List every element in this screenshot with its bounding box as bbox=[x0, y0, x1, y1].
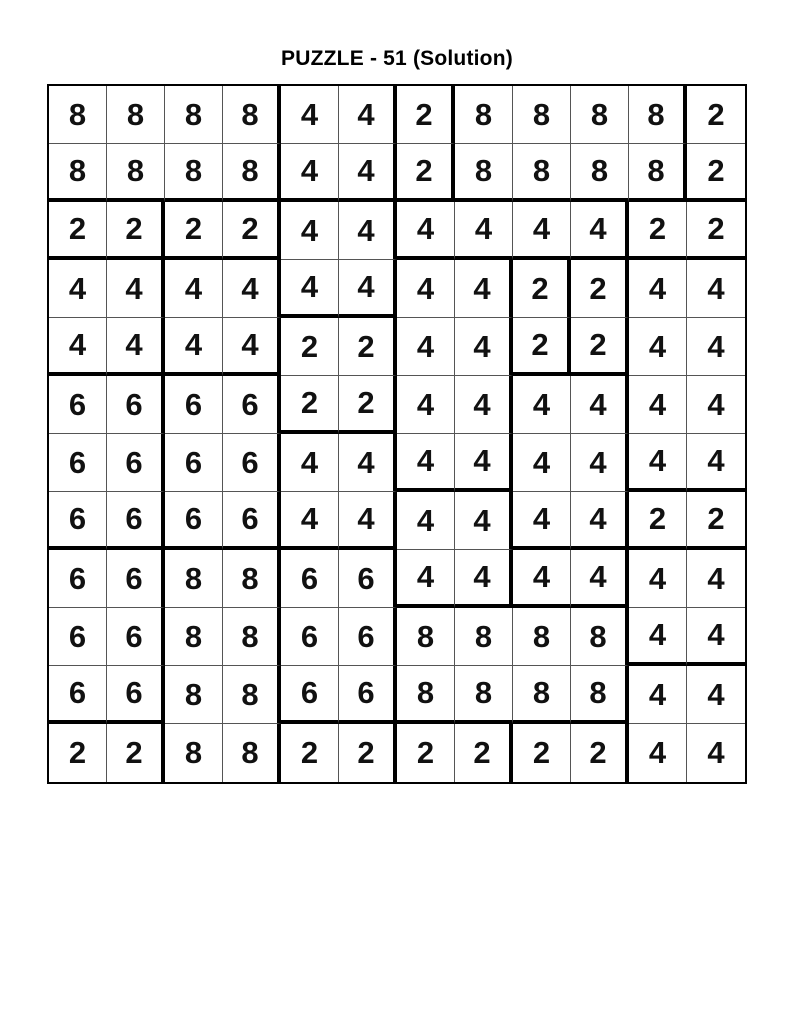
grid-cell: 2 bbox=[397, 724, 455, 782]
grid-cell: 8 bbox=[397, 666, 455, 724]
grid-cell: 4 bbox=[629, 666, 687, 724]
grid-cell: 6 bbox=[281, 550, 339, 608]
grid-cell: 4 bbox=[455, 434, 513, 492]
grid-cell: 4 bbox=[513, 492, 571, 550]
grid-cell: 4 bbox=[397, 492, 455, 550]
grid-cell: 8 bbox=[165, 144, 223, 202]
grid-cell: 6 bbox=[49, 666, 107, 724]
grid-cell: 2 bbox=[107, 202, 165, 260]
grid-cell: 2 bbox=[687, 202, 745, 260]
grid-cell: 6 bbox=[49, 492, 107, 550]
grid-cell: 2 bbox=[629, 492, 687, 550]
grid-cell: 4 bbox=[107, 260, 165, 318]
grid-cell: 4 bbox=[629, 434, 687, 492]
grid-cell: 2 bbox=[397, 86, 455, 144]
grid-cell: 4 bbox=[339, 260, 397, 318]
grid-cell: 8 bbox=[223, 608, 281, 666]
grid-cell: 6 bbox=[281, 666, 339, 724]
grid-cell: 6 bbox=[339, 550, 397, 608]
puzzle-title: PUZZLE - 51 (Solution) bbox=[281, 47, 513, 70]
grid-cell: 4 bbox=[281, 144, 339, 202]
grid-cell: 2 bbox=[687, 492, 745, 550]
grid-cell: 8 bbox=[455, 608, 513, 666]
grid-cell: 8 bbox=[107, 144, 165, 202]
grid-cell: 8 bbox=[223, 86, 281, 144]
grid-cell: 8 bbox=[571, 608, 629, 666]
grid-cell: 2 bbox=[165, 202, 223, 260]
grid-cell: 4 bbox=[281, 434, 339, 492]
grid-cell: 8 bbox=[165, 86, 223, 144]
grid-cell: 4 bbox=[687, 550, 745, 608]
grid-cell: 8 bbox=[223, 666, 281, 724]
grid-cell: 4 bbox=[629, 550, 687, 608]
grid-cell: 8 bbox=[513, 608, 571, 666]
grid-cell: 4 bbox=[571, 434, 629, 492]
grid-cell: 6 bbox=[223, 376, 281, 434]
grid-cell: 6 bbox=[49, 608, 107, 666]
grid-cell: 4 bbox=[107, 318, 165, 376]
grid-cell: 6 bbox=[49, 434, 107, 492]
grid-cell: 8 bbox=[513, 86, 571, 144]
grid-cell: 6 bbox=[223, 492, 281, 550]
grid-cell: 4 bbox=[339, 144, 397, 202]
grid-cell: 4 bbox=[687, 260, 745, 318]
grid-cell: 4 bbox=[339, 492, 397, 550]
grid-cell: 4 bbox=[687, 376, 745, 434]
grid-cell: 4 bbox=[629, 376, 687, 434]
grid-cell: 8 bbox=[571, 144, 629, 202]
grid-cell: 8 bbox=[49, 144, 107, 202]
grid-cell: 6 bbox=[339, 608, 397, 666]
grid-cell: 2 bbox=[281, 318, 339, 376]
grid-cell: 4 bbox=[397, 202, 455, 260]
grid-cell: 2 bbox=[339, 318, 397, 376]
grid-cell: 8 bbox=[629, 86, 687, 144]
grid-cell: 2 bbox=[513, 318, 571, 376]
grid-cell: 4 bbox=[455, 260, 513, 318]
grid-cell: 4 bbox=[455, 202, 513, 260]
grid-cell: 4 bbox=[397, 434, 455, 492]
grid-cell: 6 bbox=[49, 550, 107, 608]
grid-cell: 4 bbox=[629, 608, 687, 666]
grid-cell: 4 bbox=[513, 202, 571, 260]
grid-cell: 2 bbox=[397, 144, 455, 202]
grid-cell: 4 bbox=[687, 318, 745, 376]
grid-cell: 6 bbox=[107, 666, 165, 724]
grid-cell: 6 bbox=[107, 376, 165, 434]
grid-cell: 6 bbox=[107, 492, 165, 550]
grid-cell: 2 bbox=[223, 202, 281, 260]
grid-cell: 4 bbox=[455, 318, 513, 376]
grid-cell: 8 bbox=[513, 666, 571, 724]
grid-cell: 8 bbox=[49, 86, 107, 144]
grid-cell: 8 bbox=[165, 724, 223, 782]
grid-cell: 8 bbox=[223, 550, 281, 608]
grid-cell: 2 bbox=[49, 202, 107, 260]
grid-cell: 8 bbox=[107, 86, 165, 144]
grid-cell: 4 bbox=[397, 260, 455, 318]
grid-cell: 6 bbox=[165, 492, 223, 550]
grid-cell: 8 bbox=[629, 144, 687, 202]
grid-cell: 4 bbox=[281, 86, 339, 144]
grid-cell: 4 bbox=[49, 260, 107, 318]
grid-cell: 8 bbox=[223, 724, 281, 782]
grid-cell: 4 bbox=[687, 666, 745, 724]
grid-cell: 4 bbox=[455, 376, 513, 434]
grid-cell: 2 bbox=[339, 376, 397, 434]
grid-cell: 4 bbox=[397, 376, 455, 434]
grid-cell: 8 bbox=[165, 550, 223, 608]
grid-cell: 4 bbox=[571, 376, 629, 434]
grid-cell: 2 bbox=[281, 724, 339, 782]
grid-cell: 2 bbox=[571, 318, 629, 376]
grid-cell: 4 bbox=[397, 550, 455, 608]
grid-cell: 4 bbox=[455, 492, 513, 550]
grid-cell: 4 bbox=[513, 550, 571, 608]
grid-cell: 8 bbox=[455, 144, 513, 202]
grid-cell: 8 bbox=[455, 86, 513, 144]
grid-cell: 8 bbox=[513, 144, 571, 202]
grid-cell: 2 bbox=[687, 144, 745, 202]
grid-cell: 6 bbox=[165, 376, 223, 434]
grid-cell: 4 bbox=[687, 608, 745, 666]
grid-cell: 2 bbox=[513, 724, 571, 782]
grid-cell: 6 bbox=[107, 608, 165, 666]
grid-cell: 6 bbox=[281, 608, 339, 666]
grid-cell: 4 bbox=[455, 550, 513, 608]
grid-cell: 4 bbox=[339, 434, 397, 492]
grid-cell: 4 bbox=[629, 260, 687, 318]
grid-cell: 6 bbox=[49, 376, 107, 434]
grid-cell: 4 bbox=[513, 434, 571, 492]
grid-cell: 4 bbox=[339, 86, 397, 144]
grid-cell: 8 bbox=[455, 666, 513, 724]
grid-cell: 2 bbox=[513, 260, 571, 318]
grid-cell: 6 bbox=[107, 434, 165, 492]
grid-cell: 4 bbox=[281, 260, 339, 318]
grid-cell: 4 bbox=[629, 724, 687, 782]
grid-cell: 8 bbox=[397, 608, 455, 666]
grid-cell: 2 bbox=[571, 724, 629, 782]
grid-cell: 4 bbox=[687, 434, 745, 492]
grid-cell: 4 bbox=[281, 202, 339, 260]
grid-cell: 4 bbox=[397, 318, 455, 376]
grid-cell: 2 bbox=[629, 202, 687, 260]
grid-cell: 4 bbox=[571, 492, 629, 550]
grid-cell: 4 bbox=[223, 260, 281, 318]
grid-cell: 8 bbox=[223, 144, 281, 202]
grid-cell: 8 bbox=[165, 608, 223, 666]
grid-cell: 2 bbox=[339, 724, 397, 782]
grid-cell: 2 bbox=[49, 724, 107, 782]
grid-cell: 4 bbox=[513, 376, 571, 434]
grid-cell: 4 bbox=[339, 202, 397, 260]
grid-cell: 8 bbox=[571, 666, 629, 724]
grid-cell: 2 bbox=[571, 260, 629, 318]
grid-cell: 4 bbox=[281, 492, 339, 550]
grid-cell: 2 bbox=[455, 724, 513, 782]
grid-cell: 4 bbox=[165, 318, 223, 376]
grid-cell: 4 bbox=[571, 550, 629, 608]
grid-cell: 4 bbox=[223, 318, 281, 376]
grid-cell: 4 bbox=[707, 735, 725, 770]
grid-cell: 4 bbox=[629, 318, 687, 376]
grid-cell: 2 bbox=[107, 724, 165, 782]
grid-cell: 2 bbox=[281, 376, 339, 434]
grid-cell: 4 bbox=[571, 202, 629, 260]
grid-cell: 6 bbox=[223, 434, 281, 492]
grid-cell: 6 bbox=[339, 666, 397, 724]
grid-cell: 8 bbox=[571, 86, 629, 144]
puzzle-grid bbox=[47, 84, 747, 784]
grid-cell: 6 bbox=[165, 434, 223, 492]
grid-cell: 4 bbox=[49, 318, 107, 376]
grid-cell: 4 bbox=[165, 260, 223, 318]
grid-cell: 6 bbox=[107, 550, 165, 608]
grid-cell: 8 bbox=[165, 666, 223, 724]
grid-cell: 2 bbox=[687, 86, 745, 144]
